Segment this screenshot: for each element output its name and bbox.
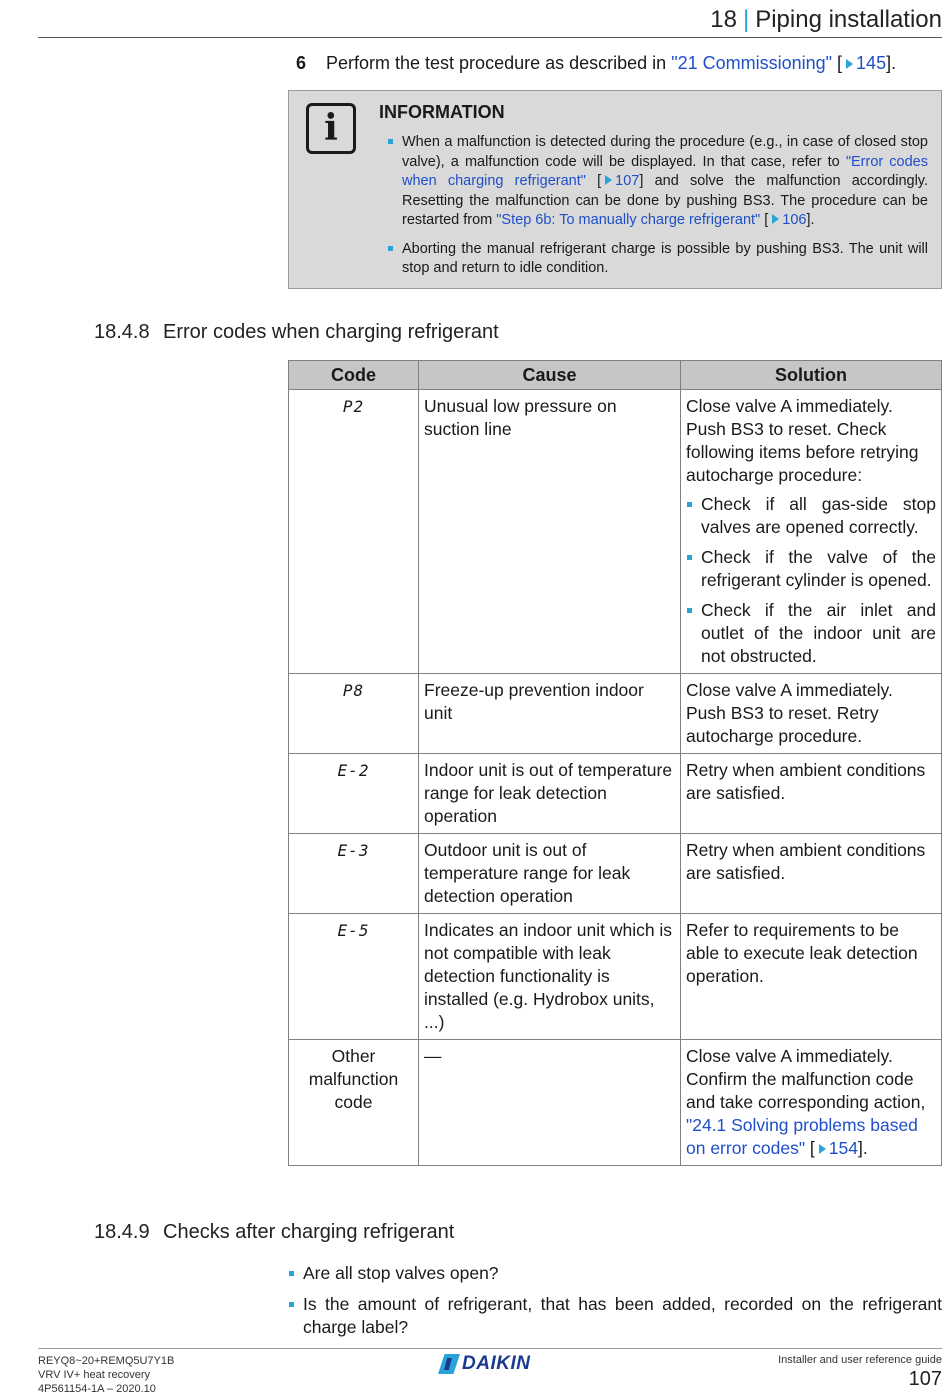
- table-row: [289, 1040, 942, 1166]
- column-header-cause: Cause: [419, 361, 681, 390]
- error-code: E-2: [337, 761, 370, 780]
- error-code: P2: [342, 397, 365, 416]
- code-cell: [289, 834, 419, 914]
- footer-product: VRV IV+ heat recovery: [38, 1369, 150, 1381]
- page-ref-arrow-icon: [846, 59, 853, 69]
- solution-cell: Close valve A immediately. Confirm the malfunction code and take corresponding action, "24.1 Solving problems based on error codes" [ 154].: [681, 1040, 942, 1166]
- information-item: Aborting the manual refrigerant charge is possible by pushing BS3. The unit will stop and return to idle condition.: [388, 240, 928, 279]
- section-number: 18.4.9: [94, 1221, 150, 1243]
- solution-cell: Retry when ambient conditions are satisfied.: [681, 834, 942, 914]
- page-ref-arrow-icon: [772, 214, 779, 224]
- chapter-number: 18: [710, 6, 737, 33]
- step-text: Perform the test procedure as described in: [326, 53, 672, 73]
- code-cell: [289, 914, 419, 1040]
- solution-cell: Retry when ambient conditions are satisfied.: [681, 754, 942, 834]
- cause-cell: Indoor unit is out of temperature range for leak detection operation: [419, 754, 681, 834]
- information-list: [388, 133, 928, 288]
- cause-cell: Outdoor unit is out of temperature range for leak detection operation: [419, 834, 681, 914]
- code-cell: Other malfunction code: [289, 1040, 419, 1166]
- table-row: [289, 834, 942, 914]
- list-item: Check if the air inlet and outlet of the indoor unit are not obstructed.: [686, 599, 936, 668]
- daikin-logo-icon: [438, 1354, 460, 1374]
- page-ref-link[interactable]: 154: [828, 1138, 858, 1158]
- error-codes-link[interactable]: "Error codes when charging refrigerant": [402, 153, 928, 189]
- information-icon: i: [306, 103, 356, 154]
- page-ref-link[interactable]: 106: [782, 212, 807, 228]
- page-header: [710, 6, 942, 34]
- error-code: P8: [342, 681, 365, 700]
- information-title: INFORMATION: [379, 102, 505, 122]
- table-row: [289, 914, 942, 1040]
- header-separator: |: [742, 6, 750, 33]
- section-title: Error codes when charging refrigerant: [163, 321, 499, 343]
- error-code: E-3: [337, 841, 370, 860]
- information-item: When a malfunction is detected during the procedure (e.g., in case of closed stop valve), a malfunction code will be displayed. In that case, refer to "Error codes when charging refrigerant" [ 107] and solve the malfunction accordingly. Resetting the malfunction can be done by pushing BS3. The procedure can be restarted from "Step 6b: To manually charge refrigerant" [ 106].: [388, 133, 928, 231]
- list-item: Check if all gas-side stop valves are opened correctly.: [686, 493, 936, 539]
- page-ref-link[interactable]: 107: [615, 173, 640, 189]
- procedure-step: 6 Perform the test procedure as described in "21 Commissioning" [ 145].: [296, 53, 897, 73]
- cause-cell: Unusual low pressure on suction line: [419, 390, 681, 674]
- page-number: 107: [908, 1368, 942, 1390]
- list-item: Check if the valve of the refrigerant cylinder is opened.: [686, 546, 936, 592]
- error-codes-table: [288, 360, 942, 1166]
- section-number: 18.4.8: [94, 321, 150, 343]
- page-ref-arrow-icon: [819, 1144, 826, 1154]
- cause-cell: —: [419, 1040, 681, 1166]
- header-rule: [38, 37, 942, 38]
- section-heading-checks: [94, 1221, 454, 1244]
- error-code: E-5: [337, 921, 370, 940]
- chapter-title: Piping installation: [755, 6, 942, 33]
- footer-doc-id: 4P561154-1A – 2020.10: [38, 1383, 156, 1395]
- list-item: Is the amount of refrigerant, that has been added, recorded on the refrigerant charge label?: [288, 1293, 942, 1339]
- section-title: Checks after charging refrigerant: [163, 1221, 455, 1243]
- information-box: [288, 90, 942, 289]
- brand-name: DAIKIN: [462, 1353, 531, 1374]
- code-cell: [289, 390, 419, 674]
- step-number: 6: [296, 53, 307, 73]
- table-row: [289, 754, 942, 834]
- footer-model: REYQ8~20+REMQ5U7Y1B: [38, 1355, 175, 1367]
- page-ref-link[interactable]: 145: [856, 53, 887, 73]
- checks-list: [288, 1262, 942, 1347]
- solution-cell: Close valve A immediately. Push BS3 to reset. Retry autocharge procedure.: [681, 674, 942, 754]
- footer-rule: [38, 1348, 942, 1349]
- section-heading-error-codes: [94, 321, 499, 344]
- cause-cell: Indicates an indoor unit which is not compatible with leak detection functionality is installed (e.g. Hydrobox units, ...): [419, 914, 681, 1040]
- solution-cell: Refer to requirements to be able to execute leak detection operation.: [681, 914, 942, 1040]
- footer-document-info: [38, 1354, 174, 1396]
- table-row: [289, 674, 942, 754]
- code-cell: [289, 674, 419, 754]
- cause-cell: Freeze-up prevention indoor unit: [419, 674, 681, 754]
- commissioning-link[interactable]: "21 Commissioning": [671, 53, 833, 73]
- column-header-code: Code: [289, 361, 419, 390]
- table-header-row: [289, 361, 942, 390]
- manual-charge-link[interactable]: "Step 6b: To manually charge refrigerant": [496, 212, 761, 228]
- page-ref-arrow-icon: [605, 175, 612, 185]
- table-row: [289, 390, 942, 674]
- column-header-solution: Solution: [681, 361, 942, 390]
- daikin-logo: [438, 1352, 530, 1376]
- code-cell: [289, 754, 419, 834]
- solving-problems-link[interactable]: "24.1 Solving problems based on error codes": [686, 1115, 918, 1158]
- footer-guide-title: Installer and user reference guide: [778, 1354, 942, 1366]
- solution-cell: Close valve A immediately. Push BS3 to reset. Check following items before retrying autocharge procedure: Check if all gas-side stop valves are opened correctly. Check if the valve of the refrigerant cylinder is opened. Check if the air inlet and outlet of the indoor unit are not obstructed.: [681, 390, 942, 674]
- list-item: Are all stop valves open?: [288, 1262, 942, 1285]
- solution-checklist: [686, 493, 936, 668]
